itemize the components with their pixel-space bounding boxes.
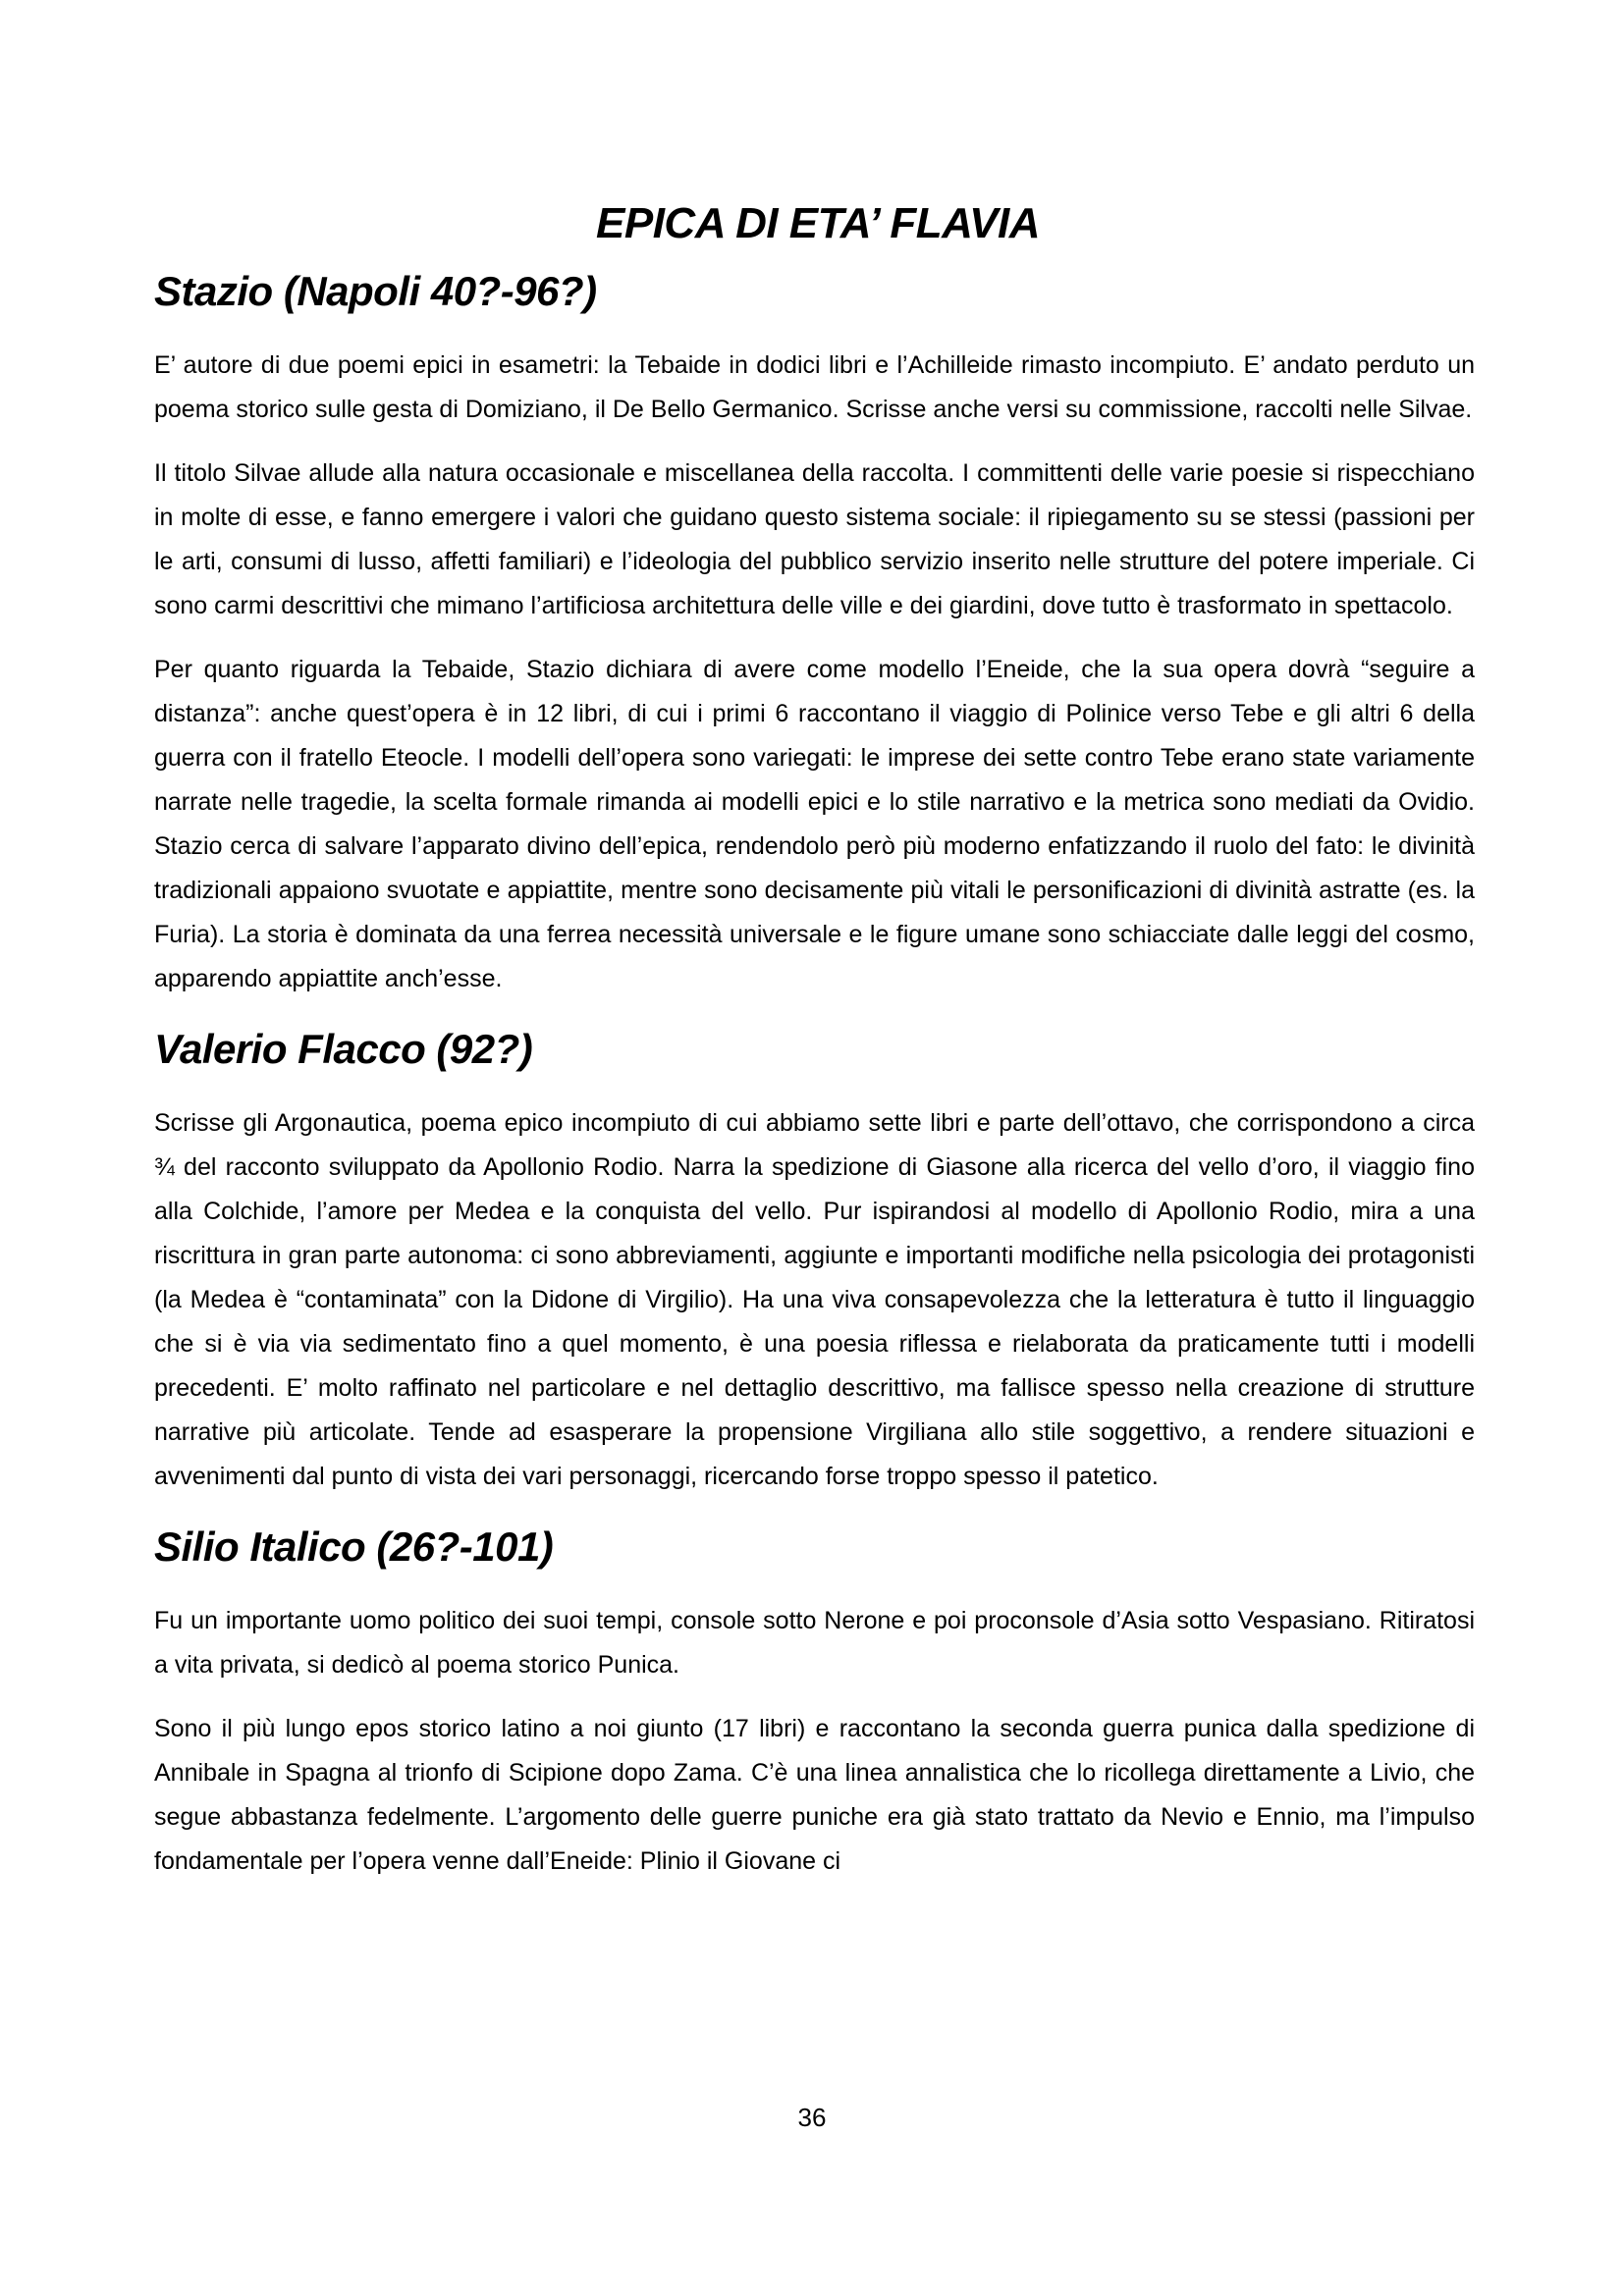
section-heading-silio-italico: Silio Italico (26?-101) (154, 1523, 554, 1570)
paragraph: Per quanto riguarda la Tebaide, Stazio dichiara di avere come modello l’Eneide, che la sua opera dovrà “seguire a distanza”: anche quest’opera è in 12 libri, di cui i primi 6 raccontano il viaggio di Polinice verso Tebe e gli altri 6 della guerra con il fratello Eteocle. I modelli dell’opera sono variegati: le imprese dei sette contro Tebe erano state variamente narrate nelle tragedie, la scelta formale rimanda ai modelli epici e lo stile narrativo e la metrica sono mediati da Ovidio. Stazio cerca di salvare l’apparato divino dell’epica, rendendolo però più moderno enfatizzando il ruolo del fato: le divinità tradizionali appaiono svuotate e appiattite, mentre sono decisamente più vitali le personificazioni di divinità astratte (es. la Furia). La storia è dominata da una ferrea necessità universale e le figure umane sono schiacciate dalle leggi del cosmo, apparendo appiattite anch’esse. (154, 656, 1475, 992)
section-heading-stazio: Stazio (Napoli 40?-96?) (154, 268, 597, 314)
section-stazio (154, 265, 1475, 1001)
section-valerio-flacco (154, 1023, 1475, 1499)
paragraph: Sono il più lungo epos storico latino a noi giunto (17 libri) e raccontano la seconda guerra punica dalla spedizione di Annibale in Spagna al trionfo di Scipione dopo Zama. C’è una linea annalistica che lo ricollega direttamente a Livio, che segue abbastanza fedelmente. L’argomento delle guerre puniche era già stato trattato da Nevio e Ennio, ma l’impulso fondamentale per l’opera venne dall’Eneide: Plinio il Giovane ci (154, 1715, 1475, 1875)
section-heading-valerio-flacco: Valerio Flacco (92?) (154, 1026, 533, 1072)
paragraph: Scrisse gli Argonautica, poema epico incompiuto di cui abbiamo sette libri e parte dell’ottavo, che corrispondono a circa ¾ del racconto sviluppato da Apollonio Rodio. Narra la spedizione di Giasone alla ricerca del vello d’oro, il viaggio fino alla Colchide, l’amore per Medea e la conquista del vello. Pur ispirandosi al modello di Apollonio Rodio, mira a una riscrittura in gran parte autonoma: ci sono abbreviamenti, aggiunte e importanti modifiche nella psicologia dei protagonisti (la Medea è “contaminata” con la Didone di Virgilio). Ha una viva consapevolezza che la letteratura è tutto il linguaggio che si è via via sedimentato fino a quel momento, è una poesia riflessa e rielaborata da praticamente tutti i modelli precedenti. E’ molto raffinato nel particolare e nel dettaglio descrittivo, ma fallisce spesso nella creazione di strutture narrative più articolate. Tende ad esasperare la propensione Virgiliana allo stile soggettivo, a rendere situazioni e avvenimenti dal punto di vista dei vari personaggi, ricercando forse troppo spesso il patetico. (154, 1109, 1475, 1490)
paragraph: Il titolo Silvae allude alla natura occasionale e miscellanea della raccolta. I committenti delle varie poesie si rispecchiano in molte di esse, e fanno emergere i valori che guidano questo sistema sociale: il ripiegamento su se stessi (passioni per le arti, consumi di lusso, affetti familiari) e l’ideologia del pubblico servizio inserito nelle strutture del potere imperiale. Ci sono carmi descrittivi che mimano l’artificiosa architettura delle ville e dei giardini, dove tutto è trasformato in spettacolo. (154, 459, 1475, 619)
page-number: 36 (797, 2103, 827, 2132)
paragraph: Fu un importante uomo politico dei suoi tempi, console sotto Nerone e poi proconsole d’Asia sotto Vespasiano. Ritiratosi a vita privata, si dedicò al poema storico Punica. (154, 1607, 1475, 1679)
section-silio-italico (154, 1521, 1475, 1884)
paragraph: E’ autore di due poemi epici in esametri: la Tebaide in dodici libri e l’Achilleide rimasto incompiuto. E’ andato perduto un poema storico sulle gesta di Domiziano, il De Bello Germanico. Scrisse anche versi su commissione, raccolti nelle Silvae. (154, 351, 1475, 423)
page-title: EPICA DI ETA’ FLAVIA (596, 199, 1041, 247)
